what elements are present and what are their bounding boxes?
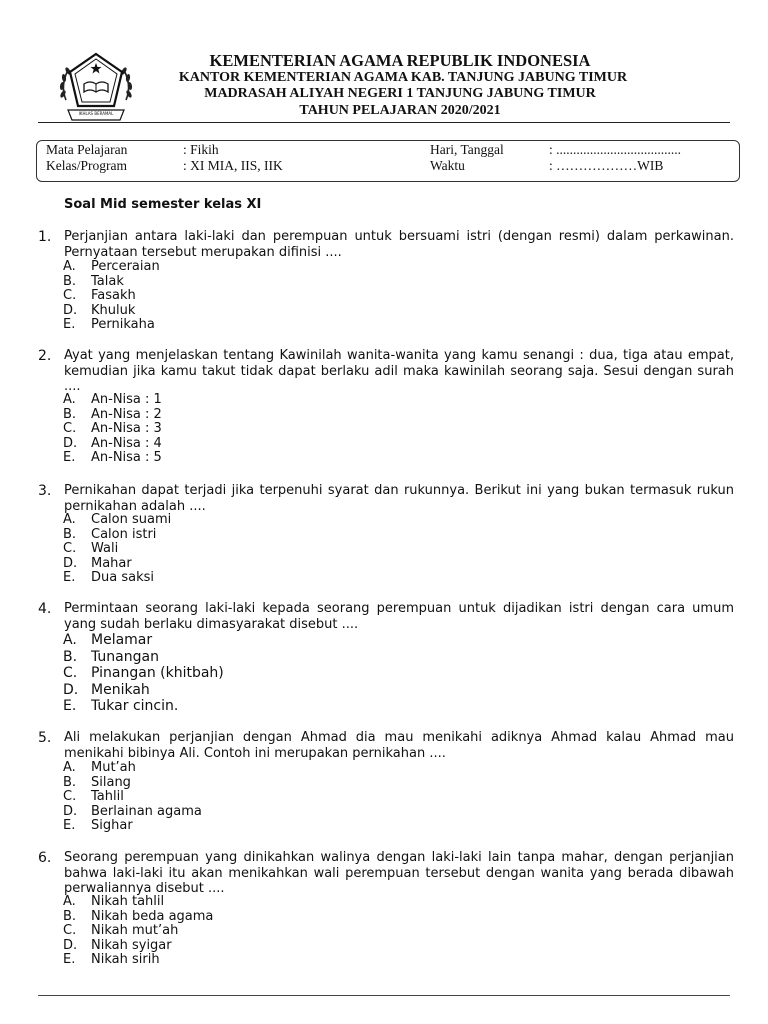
class-value: : XI MIA, IIS, IIK: [183, 158, 283, 173]
subject-value: : Fikih: [183, 142, 219, 157]
header-school: MADRASAH ALIYAH NEGERI 1 TANJUNG JABUNG TIMUR: [204, 86, 596, 101]
time-value: : ………………WIB: [549, 158, 664, 173]
question-text: Pernikahan dapat terjadi jika terpenuhi syarat dan rukunnya. Berikut ini yang bukan termasuk rukun pernikahan adalah ....: [64, 483, 734, 514]
option-c: C. An-Nisa : 3: [63, 421, 162, 436]
option-d: D. Mahar: [63, 555, 132, 571]
day-date-value: : .....................................: [549, 142, 682, 157]
question-text: Perjanjian antara laki-laki dan perempuan untuk bersuami istri (dengan resmi) dalam perkawinan. Pernyataan tersebut merupakan difinisi ....: [64, 229, 734, 260]
option-c: C. Nikah mut’ah: [63, 923, 179, 938]
option-c: C. Tahlil: [63, 789, 124, 804]
option-b: B. Talak: [63, 273, 124, 289]
question-text: Seorang perempuan yang dinikahkan walinya dengan laki-laki lain tanpa mahar, dengan perjanjian bahwa laki-laki itu akan menikahkan wali perempuan tersebut dengan wanita yang berada dibawah perwaliannya disebut ....: [64, 850, 734, 896]
option-b: B. Calon istri: [63, 526, 157, 542]
option-c: C. Pinangan (khitbah): [63, 665, 224, 681]
option-e: E. An-Nisa : 5: [63, 450, 162, 465]
emblem-ribbon-text: IKHLAS BERAMAL: [78, 111, 114, 116]
option-c: C. Wali: [63, 541, 119, 556]
option-e: E. Nikah sirih: [63, 952, 160, 967]
option-b: B. Silang: [63, 774, 131, 790]
option-d: D. Nikah syigar: [63, 937, 172, 953]
option-a: A. Mut’ah: [63, 760, 136, 775]
question-number: 1.: [38, 229, 52, 245]
option-e: E. Tukar cincin.: [63, 698, 179, 714]
question-text: Ali melakukan perjanjian dengan Ahmad dia mau menikahi adiknya Ahmad kalau Ahmad mau menikahi bibinya Ali. Contoh ini merupakan pernikahan ....: [64, 730, 734, 761]
subject-label: Mata Pelajaran: [46, 142, 128, 157]
option-c: C. Fasakh: [63, 288, 136, 303]
option-b: B. Nikah beda agama: [63, 908, 214, 924]
class-label: Kelas/Program: [46, 158, 127, 173]
question-text: Ayat yang menjelaskan tentang Kawinilah wanita-wanita yang kamu senangi : dua, tiga atau empat, kemudian jika kamu takut tidak dapat berlaku adil maka kawinilah seorang saja. Sesui dengan surah ....: [64, 348, 734, 394]
header-year: TAHUN PELAJARAN 2020/2021: [299, 103, 501, 118]
question-number: 3.: [38, 483, 52, 499]
letterhead: [0, 0, 768, 125]
option-d: D. Khuluk: [63, 302, 136, 318]
option-a: A. Nikah tahlil: [63, 894, 165, 909]
footer-divider: [38, 995, 730, 996]
exam-title: Soal Mid semester kelas XI: [64, 197, 262, 212]
question-number: 5.: [38, 730, 52, 746]
time-label: Waktu: [430, 158, 465, 173]
header-divider: [38, 122, 730, 123]
day-date-label: Hari, Tanggal: [430, 142, 504, 157]
header-ministry: KEMENTERIAN AGAMA REPUBLIK INDONESIA: [209, 51, 591, 70]
option-a: A. Melamar: [63, 632, 153, 648]
option-b: B. Tunangan: [63, 648, 159, 665]
exam-info-box: [36, 140, 740, 182]
option-a: A. Calon suami: [63, 512, 172, 527]
question-number: 6.: [38, 850, 52, 866]
option-e: E. Sighar: [63, 818, 133, 833]
header-office: KANTOR KEMENTERIAN AGAMA KAB. TANJUNG JABUNG TIMUR: [178, 70, 628, 85]
question-text: Permintaan seorang laki-laki kepada seorang perempuan untuk dijadikan istri dengan cara umum yang sudah berlaku dimasyarakat disebut ....: [64, 601, 734, 632]
option-d: D. An-Nisa : 4: [63, 435, 162, 451]
option-a: A. Perceraian: [63, 259, 160, 274]
question-number: 2.: [38, 348, 52, 364]
option-a: A. An-Nisa : 1: [63, 392, 162, 407]
option-d: D. Berlainan agama: [63, 803, 202, 819]
option-d: D. Menikah: [63, 681, 150, 698]
option-e: E. Pernikaha: [63, 317, 155, 332]
question-number: 4.: [38, 601, 52, 617]
option-e: E. Dua saksi: [63, 570, 155, 585]
option-b: B. An-Nisa : 2: [63, 406, 162, 422]
